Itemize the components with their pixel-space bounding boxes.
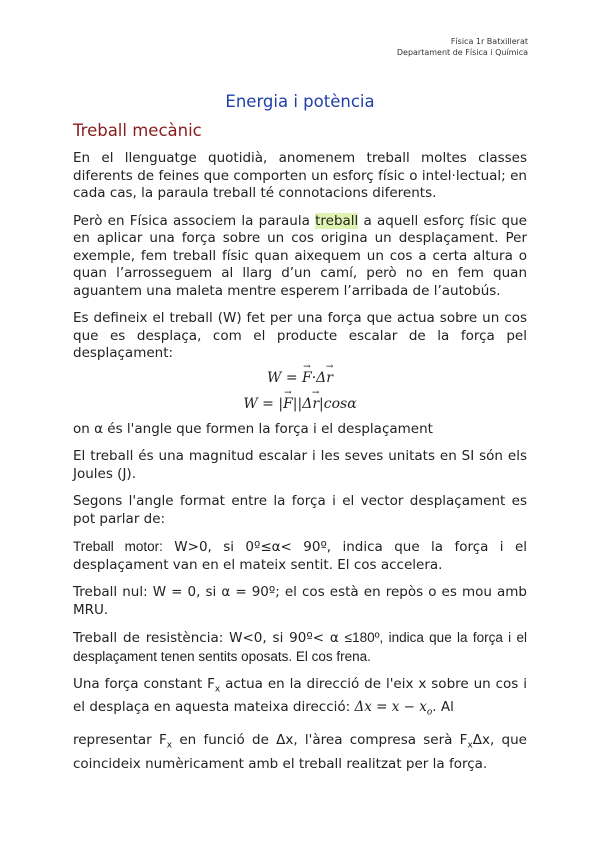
paragraph-9 xyxy=(73,629,527,666)
paragraph-5: El treball és una magnitud escalar i les seves unitats en SI són els Joules (J). xyxy=(73,448,527,482)
document-body xyxy=(73,150,527,783)
paragraph-2 xyxy=(73,213,527,301)
p10-eq: Δx = x − x xyxy=(354,699,427,716)
p10-c: . Al xyxy=(432,699,454,716)
paragraph-2-text-a: Però en Física associem la paraula xyxy=(73,212,316,229)
paragraph-10 xyxy=(73,676,527,722)
force-vector-2: F → xyxy=(283,393,293,415)
work-resistance-text-a: Treball de resistència: W<0, si 90º< α xyxy=(73,630,345,646)
displacement-vector: r → xyxy=(326,367,333,389)
equation-work-dot-product xyxy=(73,367,527,389)
eq2-rhs: |cosα xyxy=(319,395,357,412)
eq1-lhs: W = xyxy=(266,369,303,386)
work-motor-label: Treball motor: xyxy=(73,539,163,554)
p10-sub: x xyxy=(214,684,221,695)
page-header xyxy=(397,36,528,58)
highlighted-word: treball xyxy=(315,212,359,229)
document-title: Energia i potència xyxy=(225,92,375,111)
paragraph-4: on α és l'angle que formen la força i el desplaçament xyxy=(73,420,433,437)
p11-sub1: x xyxy=(166,741,173,752)
paragraph-3: Es defineix el treball (W) fet per una força que actua sobre un cos que es desplaça, com el producte escalar de la força pel desplaçament: xyxy=(73,310,527,361)
p11-b: en funció de Δx, l'àrea compresa serà F xyxy=(172,732,468,749)
p10-b: actua en la direcció de l'eix x sobre un cos i el desplaça en aquesta mateixa direcció: xyxy=(73,676,528,716)
displacement-equation xyxy=(354,699,433,718)
work-motor-text: W>0, si 0º≤α< 90º, indica que la força i el desplaçament van en el mateix sentit. El cos accelera. xyxy=(73,539,527,573)
eq2-mid: ||Δ xyxy=(292,395,313,412)
eq1-dot: ·Δ xyxy=(311,369,327,386)
header-department: Departament de Física i Química xyxy=(396,48,528,57)
p10-a: Una força constant F xyxy=(73,676,215,692)
paragraph-7 xyxy=(73,538,527,574)
paragraph-8: Treball nul: W = 0, si α = 90º; el cos està en repòs o es mou amb MRU. xyxy=(73,584,527,618)
paragraph-11 xyxy=(73,732,527,773)
eq2-lhs: W = | xyxy=(243,395,284,412)
work-resistance-text-b: ≤180º, indica que la força i el desplaçament tenen sentits oposats. El cos frena. xyxy=(73,630,527,664)
header-course: Física 1r Batxillerat xyxy=(450,37,528,46)
force-vector: F → xyxy=(302,367,312,389)
paragraph-2-text-b: a aquell esforç físic que en aplicar una força sobre un cos origina un desplaçament. Per exemple, fem treball físic quan aixequem un cos a certa altura o quan l’arrosseguem al llarg d’un camí, però no en fem quan aguantem una maleta mentre esperem l’arribada de l’autobús. xyxy=(73,212,527,299)
displacement-vector-2: r → xyxy=(312,393,319,415)
p11-a: representar F xyxy=(73,732,167,749)
p11-sub2: x xyxy=(467,741,473,752)
paragraph-1: En el llenguatge quotidià, anomenem treball moltes classes diferents de feines que comporten un esforç físic o intel·lectual; en cada cas, la paraula treball té connotacions diferents. xyxy=(73,150,527,201)
equation-work-magnitudes xyxy=(73,393,527,415)
p11-c: Δx, que coincideix numèricament amb el treball realitzat per la força. xyxy=(73,732,527,772)
paragraph-6: Segons l'angle format entre la força i el vector desplaçament es pot parlar de: xyxy=(73,493,527,527)
section-title: Treball mecànic xyxy=(73,121,202,140)
p10-eq-sub: o xyxy=(426,707,433,718)
